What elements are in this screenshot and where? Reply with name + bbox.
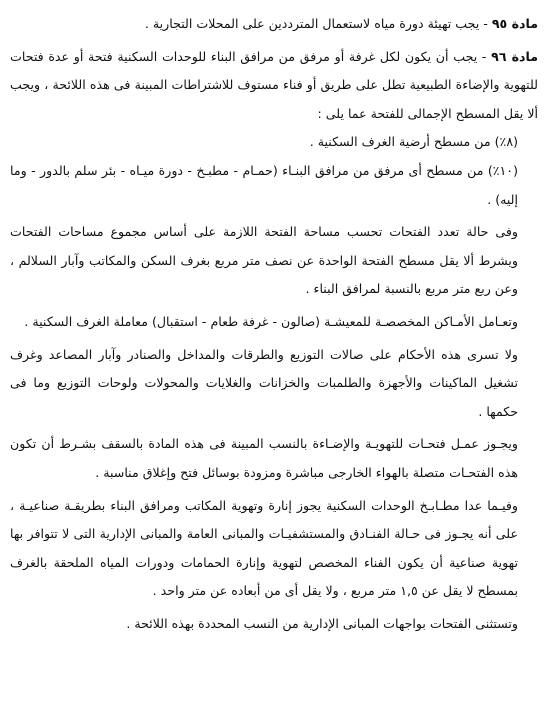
paragraph-living-spaces: وتعـامل الأمـاكن المخصصـة للمعيشـة (صالون - غرفة طعام - استقبال) معاملة الغرف السكنية . xyxy=(24,313,518,329)
article-96 xyxy=(10,43,538,129)
paragraph-administrative-facades: وتستثنى الفتحات بواجهات المبانى الإدارية من النسب المحددة بهذه اللائحة . xyxy=(126,615,518,631)
article-96-text: - يجب أن يكون لكل غرفة أو مرفق من مرافق البناء للوحدات السكنية فتحة أو عدة فتحات للتهوية والإضاءة الطبيعية تطل على طريق أو فناء مستوف للاشتراطات المبينة فى هذه اللائحة ، ويجب ألا يقل المسطح الإجمالى للفتحة عما يلى : xyxy=(10,48,538,121)
article-96-label: مادة ٩٦ xyxy=(491,48,539,64)
document-body xyxy=(10,10,538,638)
paragraph-artificial-ventilation: وفيـما عدا مطـابـخ الوحدات السكنية يجوز إنارة وتهوية المكاتب ومرافق البناء بطريقـة صناعيـة ، على أنه يجـوز فى حـالة الفنـادق والمستشفيـات والمبانى العامة والمبانى الإدارية التى لا تتوافر بها تهوية صناعية أن يكون الفناء المخصص لتهوية وإنارة الحمامات ودورات المياه الملحقة بالغرف بمسطح لا يقل عن ١,٥ متر مربع ، ولا يقل أى من أبعاده عن متر واحد . xyxy=(10,497,518,599)
paragraph-multiple-openings: وفى حالة تعدد الفتحات تحسب مساحة الفتحة اللازمة على أساس مجموع مساحات الفتحات ويشرط ألا يقل مسطح الفتحة الواحدة عن نصف متر مربع بغرف السكن والمكاتب وآبار السلالم ، وعن ربع متر مربع بالنسبة لمرافق البناء . xyxy=(10,224,518,297)
article-95-text: - يجب تهيئة دورة مياه لاستعمال المترددين على المحلات التجارية . xyxy=(144,16,492,31)
paragraph-roof-openings: ويجـوز عمـل فتحـات للتهويـة والإضـاءة بالنسب المبينة فى هذه المادة بالسقف بشـرط أن تكون هذه الفتحـات متصلة بالهواء الخارجى مباشرة ومزودة بوسائل فتح وإغلاق مناسبة . xyxy=(10,436,518,480)
paragraph-exemptions: ولا تسرى هذه الأحكام على صالات التوزيع والطرقات والمداخل والصنادر وآبار المصاعد وغرف تشغيل الماكينات والأجهزة والطلمبات والخزانات والغلايات والمحولات ولوحات التوزيع وما فى حكمها . xyxy=(10,346,518,419)
list-item-facilities: (١٠٪) من مسطح أى مرفق من مرافق البنـاء (حمـام - مطبـخ - دورة ميـاه - بئر سلم بالدور - وما إليه) . xyxy=(10,162,518,207)
article-95 xyxy=(10,10,538,39)
article-95-label: مادة ٩٥ xyxy=(491,16,538,31)
list-item-rooms: (٨٪) من مسطح أرضية الغرف السكنية . xyxy=(309,134,518,150)
